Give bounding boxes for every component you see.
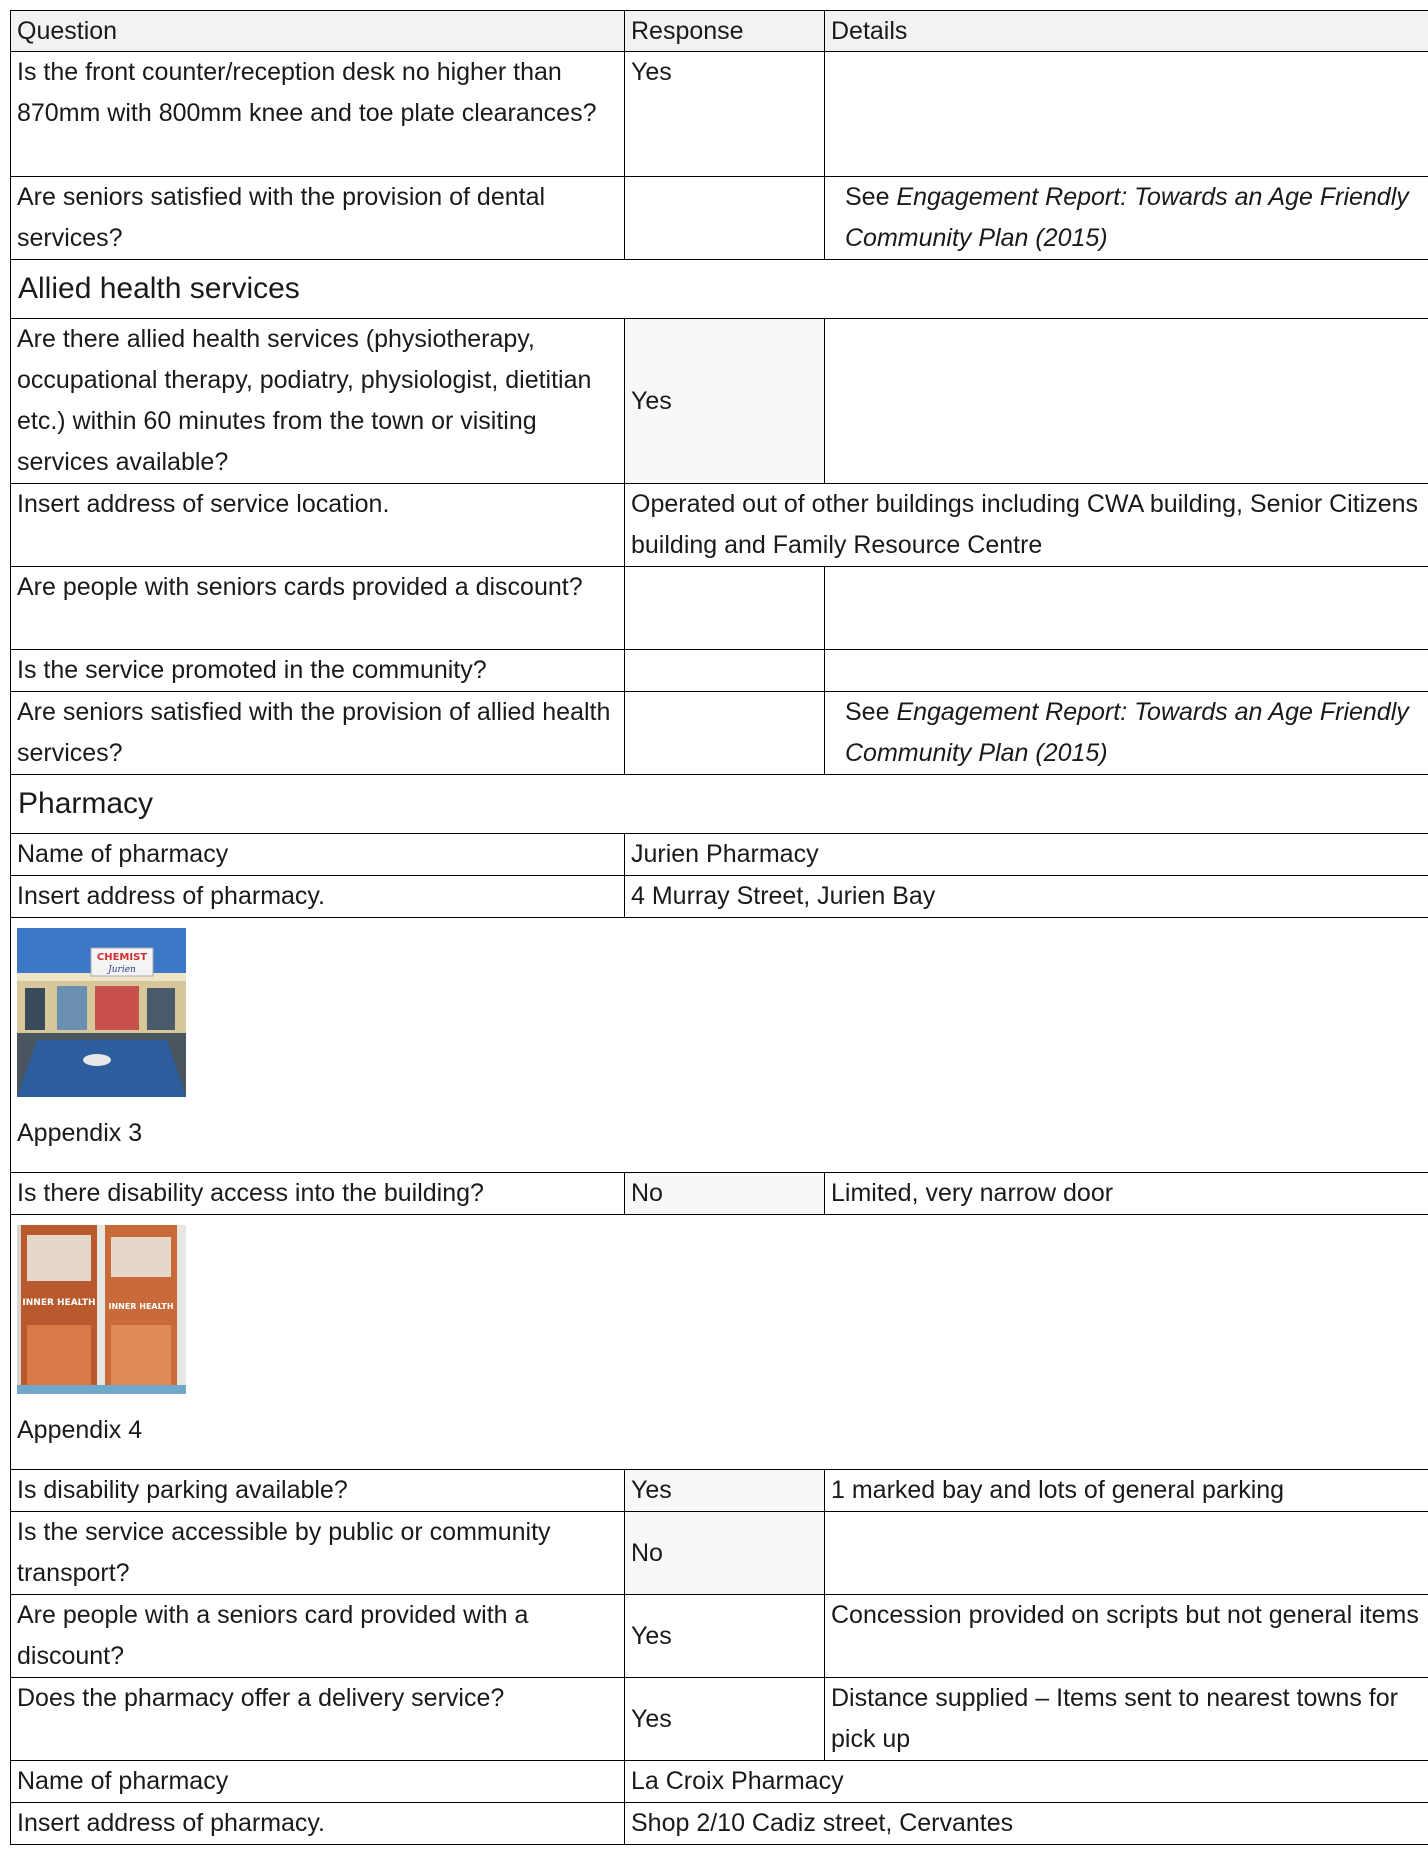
photo-cell — [11, 1215, 1428, 1470]
details-cell: Operated out of other buildings including CWA building, Senior Citizens building and Family Resource Centre — [625, 484, 1428, 567]
response-cell: No — [625, 1512, 825, 1595]
header-question: Question — [11, 11, 625, 52]
table-header-row — [11, 11, 1428, 52]
question-cell: Are people with seniors cards provided a discount? — [11, 567, 625, 650]
details-cell: 4 Murray Street, Jurien Bay — [625, 876, 1428, 918]
table-row — [11, 1803, 1428, 1845]
photo-cell — [11, 918, 1428, 1173]
poster-text-right: INNER HEALTH — [108, 1302, 174, 1311]
table-row — [11, 1678, 1428, 1761]
photo-caption: Appendix 4 — [17, 1416, 143, 1444]
details-cell — [825, 650, 1428, 692]
details-cell: La Croix Pharmacy — [625, 1761, 1428, 1803]
details-cell: 1 marked bay and lots of general parking — [825, 1470, 1428, 1512]
table-row — [11, 650, 1428, 692]
question-cell: Is there disability access into the building? — [11, 1173, 625, 1215]
details-cell — [825, 52, 1428, 177]
table-row — [11, 1470, 1428, 1512]
pharmacy-door-photo — [17, 1225, 186, 1394]
response-cell — [625, 692, 825, 775]
photo-row — [11, 918, 1428, 1173]
details-cell — [825, 177, 1428, 260]
section-title-pharmacy: Pharmacy — [11, 775, 1428, 834]
photo-caption: Appendix 3 — [17, 1119, 143, 1147]
question-cell: Are seniors satisfied with the provision of dental services? — [11, 177, 625, 260]
engagement-report-reference: Engagement Report: Towards an Age Friendly Community Plan (2015) — [845, 183, 1409, 252]
table-row — [11, 1761, 1428, 1803]
table-row — [11, 177, 1428, 260]
section-row — [11, 260, 1428, 319]
response-cell: Yes — [625, 1678, 825, 1761]
question-cell: Does the pharmacy offer a delivery service? — [11, 1678, 625, 1761]
table-row — [11, 1595, 1428, 1678]
details-cell: Concession provided on scripts but not general items — [825, 1595, 1428, 1678]
question-cell: Name of pharmacy — [11, 1761, 625, 1803]
photo-row — [11, 1215, 1428, 1470]
question-cell: Name of pharmacy — [11, 834, 625, 876]
response-cell: No — [625, 1173, 825, 1215]
details-cell — [825, 1512, 1428, 1595]
details-cell — [825, 692, 1428, 775]
table-row — [11, 319, 1428, 484]
details-cell: Jurien Pharmacy — [625, 834, 1428, 876]
door-image — [17, 1225, 186, 1394]
table-row — [11, 876, 1428, 918]
details-cell: Shop 2/10 Cadiz street, Cervantes — [625, 1803, 1428, 1845]
response-cell: Yes — [625, 52, 825, 177]
table-row — [11, 692, 1428, 775]
response-cell: Yes — [625, 1470, 825, 1512]
section-title-allied-health: Allied health services — [11, 260, 1428, 319]
details-prefix: See — [845, 698, 897, 726]
table-row — [11, 484, 1428, 567]
response-cell: Yes — [625, 319, 825, 484]
header-response: Response — [625, 11, 825, 52]
response-cell — [625, 177, 825, 260]
question-cell: Are seniors satisfied with the provision of allied health services? — [11, 692, 625, 775]
table-row — [11, 1512, 1428, 1595]
table-row — [11, 567, 1428, 650]
table-row — [11, 52, 1428, 177]
pharmacy-storefront-photo — [17, 928, 186, 1097]
question-cell: Insert address of pharmacy. — [11, 876, 625, 918]
table-row — [11, 834, 1428, 876]
engagement-report-reference: Engagement Report: Towards an Age Friendly Community Plan (2015) — [845, 698, 1409, 767]
response-cell — [625, 650, 825, 692]
table-row — [11, 1173, 1428, 1215]
question-cell: Are people with a seniors card provided with a discount? — [11, 1595, 625, 1678]
details-cell: Distance supplied – Items sent to nearest towns for pick up — [825, 1678, 1428, 1761]
question-cell: Are there allied health services (physiotherapy, occupational therapy, podiatry, physiologist, dietitian etc.) within 60 minutes from the town or visiting services available? — [11, 319, 625, 484]
chemist-sign-subtext: Jurien — [108, 965, 136, 975]
question-cell: Is the service accessible by public or community transport? — [11, 1512, 625, 1595]
chemist-sign-text: CHEMIST — [96, 952, 148, 963]
header-details: Details — [825, 11, 1428, 52]
response-cell: Yes — [625, 1595, 825, 1678]
storefront-image — [17, 928, 186, 1097]
question-cell: Is disability parking available? — [11, 1470, 625, 1512]
poster-text-left: INNER HEALTH — [22, 1298, 96, 1308]
assessment-table — [10, 10, 1428, 1845]
details-prefix: See — [845, 183, 897, 211]
question-cell: Is the front counter/reception desk no higher than 870mm with 800mm knee and toe plate clearances? — [11, 52, 625, 177]
details-cell — [825, 319, 1428, 484]
question-cell: Is the service promoted in the community? — [11, 650, 625, 692]
question-cell: Insert address of pharmacy. — [11, 1803, 625, 1845]
response-cell — [625, 567, 825, 650]
details-cell — [825, 567, 1428, 650]
question-cell: Insert address of service location. — [11, 484, 625, 567]
section-row — [11, 775, 1428, 834]
details-cell: Limited, very narrow door — [825, 1173, 1428, 1215]
